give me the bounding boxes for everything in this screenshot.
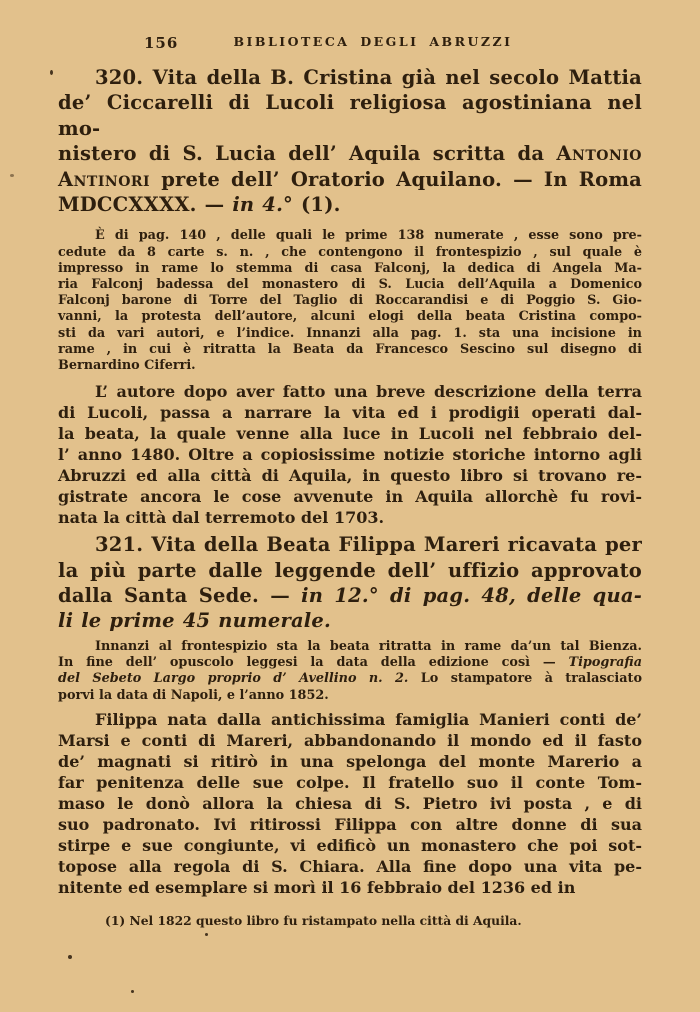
scan-speck — [205, 933, 208, 936]
scan-speck — [10, 174, 14, 177]
running-title: BIBLIOTECA DEGLI ABRUZZI — [233, 34, 513, 49]
text-line: de’ Ciccarelli di Lucoli religiosa agostiniana nel mo- — [58, 91, 642, 140]
text-line: porvi la data di Napoli, e l’anno 1852. — [58, 687, 329, 703]
imprint-italic: Tipografia — [568, 655, 642, 671]
text-line: In fine dell’ opuscolo leggesi la data della edizione così — Tipografia — [58, 655, 642, 671]
text-line: impresso in rame lo stemma di casa Falconj, la dedica di Angela Ma- — [58, 260, 642, 276]
entry-320-heading — [58, 65, 642, 217]
text-line: cedute da 8 carte s. n. , che contengono il frontespizio , sul quale è — [58, 244, 642, 260]
text-line: dalla Santa Sede. — in 12.° di pag. 48, delle qua- — [58, 584, 642, 608]
running-head — [58, 34, 642, 52]
imprint-italic: del Sebeto Largo proprio d’ Avellino n. 2. — [58, 671, 409, 687]
text-line: Antinori prete dell’ Oratorio Aquilano. — In Roma — [58, 167, 642, 191]
scan-speck — [68, 955, 72, 959]
text-line: maso le donò allora la chiesa di S. Pietro ivi posta , e di — [58, 793, 642, 813]
text-line: nistero di S. Lucia dell’ Aquila scritta da Antonio — [58, 142, 642, 166]
text-line: Falconj barone di Torre del Taglio di Roccarandisi e di Poggio S. Gio- — [58, 293, 642, 309]
author-name-smallcaps: Antonio — [556, 142, 642, 166]
text-line: MDCCXXXX. — in 4.° (1). — [58, 193, 341, 217]
text-line: Marsi e conti di Mareri, abbandonando il mondo ed il fasto — [58, 730, 642, 750]
text-line: suo padronato. Ivi ritirossi Filippa con altre donne di sua — [58, 814, 642, 834]
text-line: la beata, la quale venne alla luce in Lucoli nel febbraio del- — [58, 424, 642, 444]
text-line: de’ magnati si ritirò in una spelonga del monte Marerio a — [58, 751, 642, 771]
entry-320-commentary — [58, 381, 642, 528]
text-line: li le prime 45 numerale. — [58, 609, 331, 633]
text-line: sti da vari autori, e l’indice. Innanzi alla pag. 1. sta una incisione in — [58, 325, 642, 341]
text-line: stirpe e sue congiunte, vi edificò un monastero che poi sot- — [58, 835, 642, 855]
entry-321-commentary — [58, 709, 642, 898]
text-line: topose alla regola di S. Chiara. Alla fine dopo una vita pe- — [58, 856, 642, 876]
text-line: È di pag. 140 , delle quali le prime 138 numerate , esse sono pre- — [95, 228, 642, 244]
page-number: 156 — [144, 34, 179, 52]
text-line: Bernardino Ciferri. — [58, 358, 196, 374]
author-name-smallcaps: Antinori — [58, 167, 151, 191]
text-line: del Sebeto Largo proprio d’ Avellino n. 2. Lo stampatore à tralasciato — [58, 671, 642, 687]
text-line: gistrate ancora le cose avvenute in Aquila allorchè fu rovi- — [58, 487, 642, 507]
format-italic: in 4.° — [232, 193, 294, 217]
text-line: nata la città dal terremoto del 1703. — [58, 508, 385, 528]
text-line: Abruzzi ed alla città di Aquila, in questo libro si trovano re- — [58, 466, 642, 486]
text-line: far penitenza delle sue colpe. Il fratello suo il conte Tom- — [58, 772, 642, 792]
text-line: di Lucoli, passa a narrare la vita ed i prodigii operati dal- — [58, 403, 642, 423]
book-page — [0, 34, 700, 1012]
text-line: l’ anno 1480. Oltre a copiosissime notizie storiche intorno agli — [58, 445, 642, 465]
text-line: Filippa nata dalla antichissima famiglia Manieri conti de’ — [95, 709, 642, 729]
text-line: la più parte dalle leggende dell’ uffizio approvato — [58, 558, 642, 582]
text-line: Innanzi al frontespizio sta la beata ritratta in rame da’un tal Bienza. — [95, 638, 642, 654]
bibliographic-note-321 — [58, 639, 642, 704]
bibliographic-note-320 — [58, 228, 642, 374]
text-line: nitente ed esemplare si morì il 16 febbraio del 1236 ed in — [58, 877, 576, 897]
text-line: L’ autore dopo aver fatto una breve descrizione della terra — [95, 382, 642, 402]
footnote: (1) Nel 1822 questo libro fu ristampato nella città di Aquila. — [105, 912, 522, 928]
text-line: ria Falconj badessa del monastero di S. Lucia dell’Aquila a Domenico — [58, 277, 642, 293]
text-line: vanni, la protesta dell’autore, alcuni elogi della beata Cristina compo- — [58, 309, 642, 325]
scan-speck — [50, 70, 53, 75]
format-italic: in 12.° di pag. 48, delle qua- — [301, 584, 642, 608]
scan-speck — [131, 990, 134, 993]
text-line: rame , in cui è ritratta la Beata da Francesco Sescino sul disegno di — [58, 341, 642, 357]
entry-321-heading — [58, 532, 642, 634]
text-line: 321. Vita della Beata Filippa Mareri ricavata per — [95, 533, 642, 557]
text-line: 320. Vita della B. Cristina già nel secolo Mattia — [95, 66, 642, 89]
